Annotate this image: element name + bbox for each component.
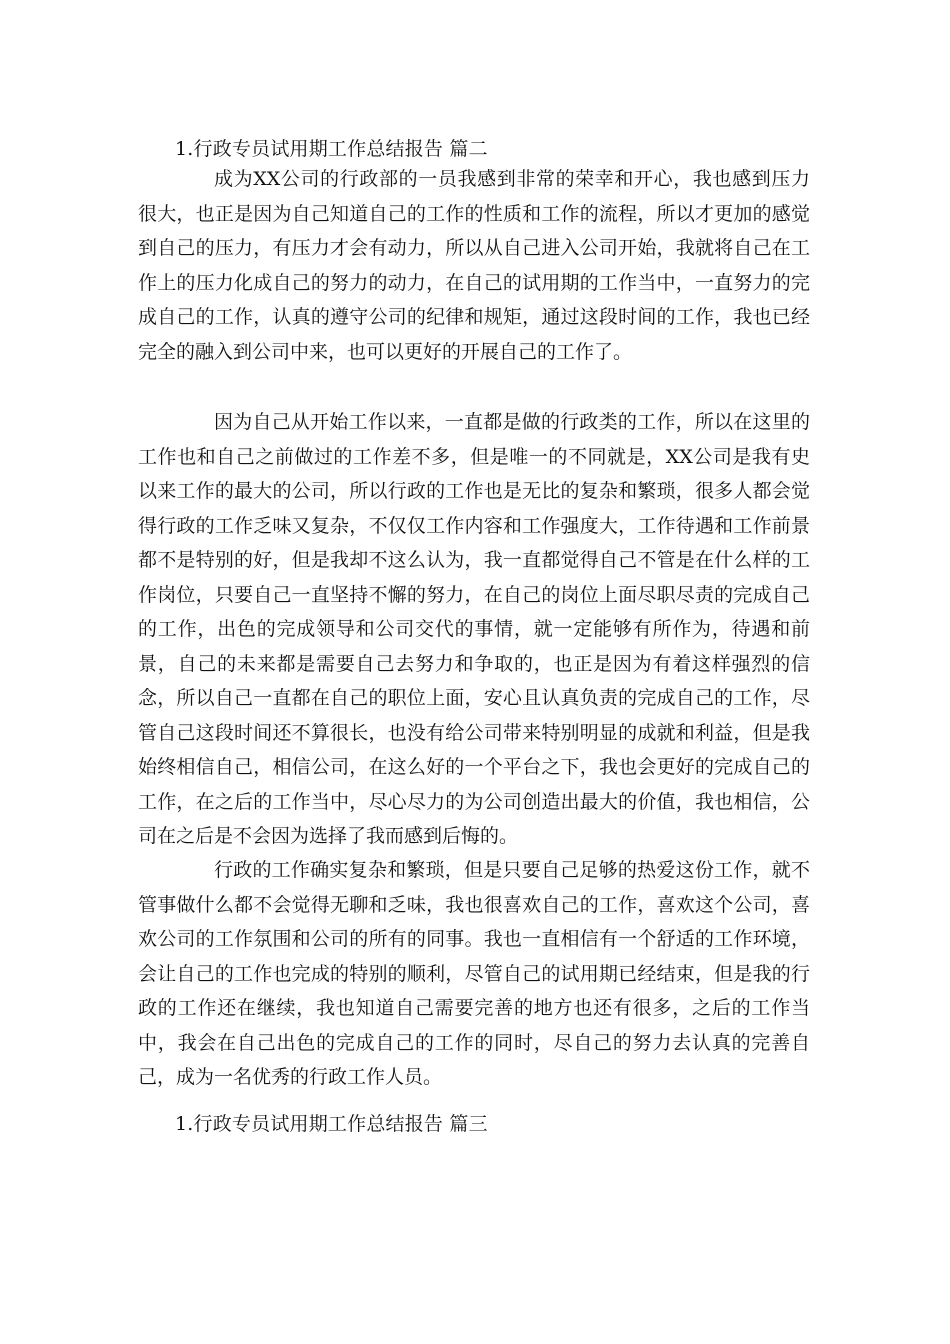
- paragraph-1: 成为XX公司的行政部的一员我感到非常的荣幸和开心，我也感到压力很大，也正是因为自己知道自己的工作的性质和工作的流程，所以才更加的感觉到自己的压力，有压力才会有动力，所以从自己进入公司开始，我就将自己在工作上的压力化成自己的努力的动力，在自己的试用期的工作当中，一直努力的完成自己的工作，认真的遵守公司的纪律和规矩，通过这段时间的工作，我也已经完全的融入到公司中来，也可以更好的开展自己的工作了。: [138, 168, 810, 363]
- section-heading-three: 1.行政专员试用期工作总结报告 篇三: [175, 1113, 488, 1135]
- paragraph-2: 因为自己从开始工作以来，一直都是做的行政类的工作，所以在这里的工作也和自己之前做过的工作差不多，但是唯一的不同就是，XX公司是我有史以来工作的最大的公司，所以行政的工作也是无比的复杂和繁琐，很多人都会觉得行政的工作乏味又复杂，不仅仅工作内容和工作强度大，工作待遇和工作前景都不是特别的好，但是我却不这么认为，我一直都觉得自己不管是在什么样的工作岗位，只要自己一直坚持不懈的努力，在自己的岗位上面尽职尽责的完成自己的工作，出色的完成领导和公司交代的事情，就一定能够有所作为，待遇和前景，自己的未来都是需要自己去努力和争取的，也正是因为有着这样强烈的信念，所以自己一直都在自己的职位上面，安心且认真负责的完成自己的工作，尽管自己这段时间还不算很长，也没有给公司带来特别明显的成就和利益，但是我始终相信自己，相信公司，在这么好的一个平台之下，我也会更好的完成自己的工作，在之后的工作当中，尽心尽力的为公司创造出最大的价值，我也相信，公司在之后是不会因为选择了我而感到后悔的。: [138, 411, 810, 847]
- section-heading-two: 1.行政专员试用期工作总结报告 篇二: [175, 138, 488, 160]
- paragraph-3: 行政的工作确实复杂和繁琐，但是只要自己足够的热爱这份工作，就不管事做什么都不会觉得无聊和乏味，我也很喜欢自己的工作，喜欢这个公司，喜欢公司的工作氛围和公司的所有的同事。我也一直相信有一个舒适的工作环境，会让自己的工作也完成的特别的顺利，尽管自己的试用期已经结束，但是我的行政的工作还在继续，我也知道自己需要完善的地方也还有很多，之后的工作当中，我会在自己出色的完成自己的工作的同时，尽自己的努力去认真的完善自己，成为一名优秀的行政工作人员。: [138, 859, 810, 1088]
